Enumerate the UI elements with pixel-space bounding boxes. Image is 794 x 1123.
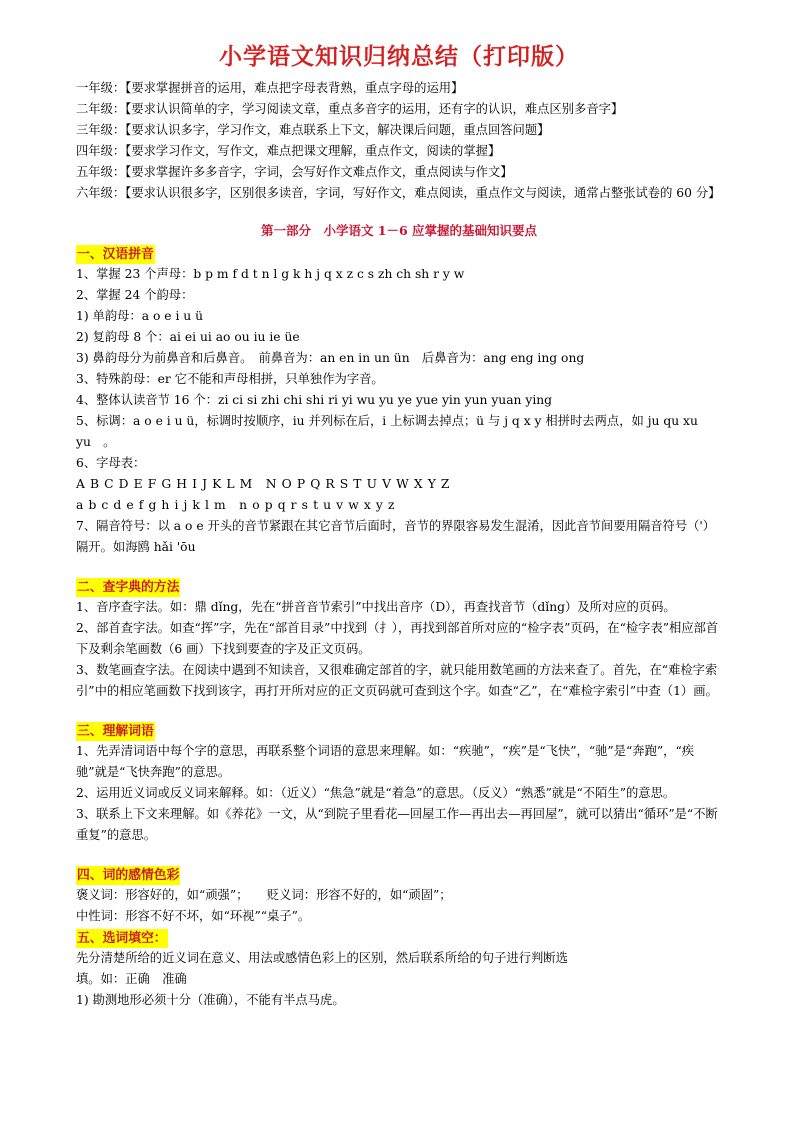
section-heading: 三、理解词语 (77, 724, 154, 739)
body-line: 先分清楚所给的近义词在意义、用法或感情色彩上的区别，然后联系所给的句子进行判断选 (76, 951, 568, 965)
body-line: 5、标调：a o e i u ü，标调时按顺序，iu 并列标在后，i 上标调去掉点；ü 与 j q x y 相拼时去两点，如 ju qu xu yu 。 (76, 414, 698, 449)
section-pinyin (76, 243, 722, 558)
body-line: 1、掌握 23 个声母：b p m f d t n l g k h j q x z c s zh ch sh r y w (76, 267, 465, 281)
grade-line: 五年级：【要求掌握许多多音字，字词，会写好作文难点作文，重点阅读与作文】 (76, 165, 513, 179)
section-heading: 一、汉语拼音 (77, 247, 154, 262)
body-line: 4、整体认读音节 16 个：zi ci si zhi chi shi ri yi wu yu ye yue yin yun yuan ying (76, 393, 553, 407)
grade-line: 六年级：【要求认识很多字，区别很多读音，字词，写好作文，难点阅读，重点作文与阅读，通常占整张试卷的 60 分】 (76, 186, 721, 200)
body-line: 2、部首查字法。如查“挥”字，先在“部首目录”中找到（扌），再找到部首所对应的“检字表”页码，在“检字表”相应部首下及剩余笔画数（6 画）下找到要查的字及正文页码。 (76, 621, 719, 656)
grade-line: 一年级：【要求掌握拼音的运用，难点把字母表背熟，重点字母的运用】 (76, 81, 464, 95)
document-title: 小学语文知识归纳总结（打印版） (219, 43, 579, 70)
body-line: 3、联系上下文来理解。如《养花》一文，从“到院子里看花—回屋工作—再出去—再回屋”，就可以猜出“循环”是“不断重复”的意思。 (76, 807, 718, 842)
section-heading: 四、词的感情色彩 (77, 868, 180, 883)
body-line: 1、音序查字法。如：鼎 dǐng，先在“拼音音节索引”中找出音序（D），再查找音节（dǐng）及所对应的页码。 (76, 600, 676, 614)
body-line: 填。如：正确 准确 (76, 972, 187, 986)
body-line: 1) 勘测地形必须十分（准确），不能有半点马虎。 (76, 993, 345, 1007)
grade-line: 四年级：【要求学习作文，写作文，难点把课文理解，重点作文，阅读的掌握】 (76, 144, 501, 158)
document-page (76, 40, 722, 1011)
body-line: 2) 复韵母 8 个：ai ei ui ao ou iu ie üe (76, 330, 300, 344)
section-heading: 五、选词填空： (77, 931, 167, 946)
grade-line: 三年级：【要求认识多字，学习作文，难点联系上下文，解决课后问题，重点回答问题】 (76, 123, 550, 137)
body-line: 1、先弄清词语中每个字的意思，再联系整个词语的意思来理解。如：“疾驰”，“疾”是“飞快”，“驰”是“奔跑”，“疾驰”就是“飞快奔跑”的意思。 (76, 744, 695, 779)
grade-line: 二年级：【要求认识简单的字，学习阅读文章，重点多音字的运用，还有字的认识，难点区别多音字】 (76, 102, 624, 116)
body-line: 褒义词：形容好的，如“顽强”； 贬义词：形容不好的，如“顽固”； (76, 888, 452, 902)
section-dictionary (76, 576, 722, 702)
body-line: 3、数笔画查字法。在阅读中遇到不知读音，又很难确定部首的字，就只能用数笔画的方法来查了。首先，在“难检字索引”中的相应笔画数下找到该字，再打开所对应的正文页码就可查到这个字。如查“乙”，在“难检字索引”中查（1）画。 (76, 663, 718, 698)
uppercase-alphabet: A B C D E F G H I J K L M N O P Q R S T U V W X Y Z (76, 477, 451, 491)
body-line: 中性词：形容不好不坏，如“环视”“桌子”。 (76, 909, 311, 923)
body-line: 7、隔音符号：以 a o e 开头的音节紧跟在其它音节后面时，音节的界限容易发生混淆，因此音节间要用隔音符号（'）隔开。如海鸥 hǎi 'ōu (76, 519, 716, 554)
body-line: 6、字母表： (76, 456, 146, 470)
body-line: 2、掌握 24 个韵母： (76, 288, 194, 302)
part-heading: 第一部分 小学语文 1－6 应掌握的基础知识要点 (260, 223, 538, 238)
grade-list (76, 78, 722, 204)
body-line: 3) 鼻韵母分为前鼻音和后鼻音。 前鼻音为：an en in un ün 后鼻音为：ang eng ing ong (76, 351, 585, 365)
body-line: 1) 单韵母：a o e i u ü (76, 309, 204, 323)
section-fill (76, 927, 722, 1011)
section-words (76, 720, 722, 846)
section-heading: 二、查字典的方法 (77, 580, 180, 595)
lowercase-alphabet: a b c d e f g h i j k l m n o p q r s t u v w x y z (76, 498, 396, 512)
body-line: 3、特殊韵母：er 它不能和声母相拼，只单独作为字音。 (76, 372, 384, 386)
body-line: 2、运用近义词或反义词来解释。如：（近义）“焦急”就是“着急”的意思。（反义）“熟悉”就是“不陌生”的意思。 (76, 786, 676, 800)
section-emotion (76, 864, 722, 927)
